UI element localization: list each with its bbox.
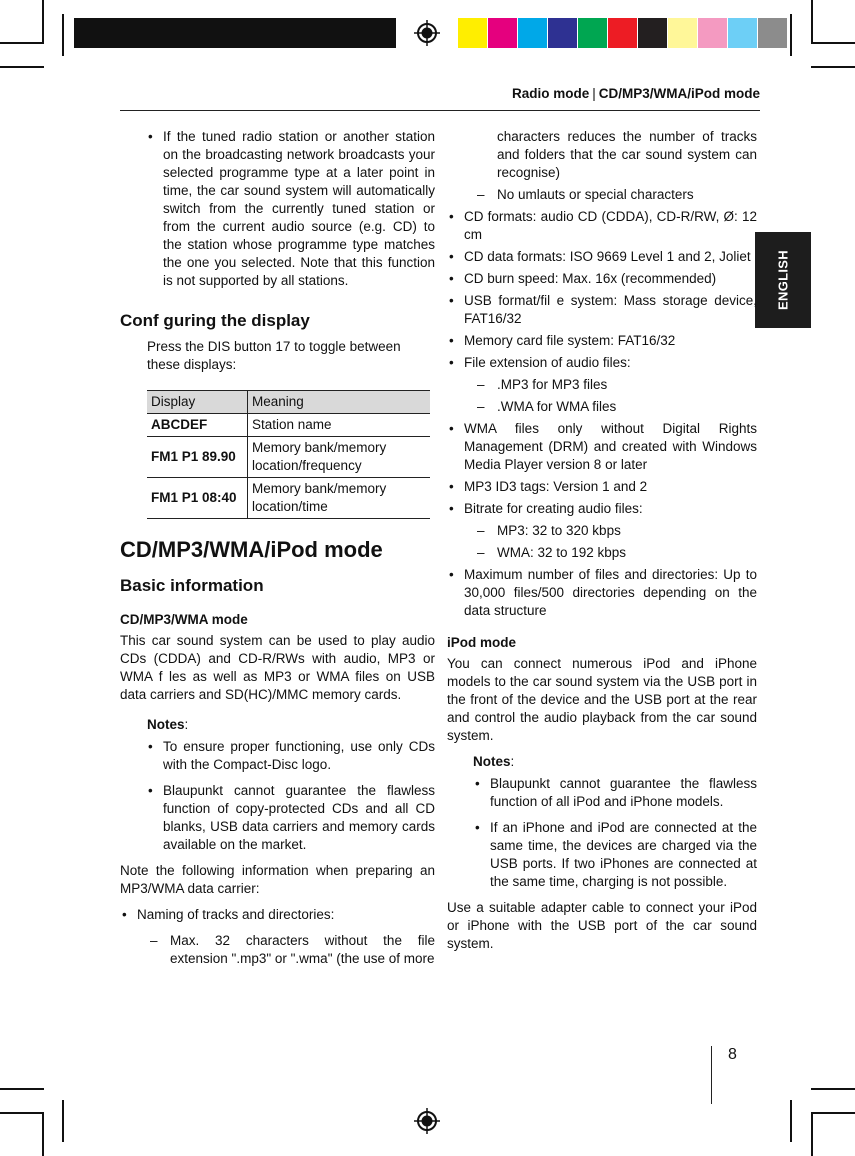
table-cell: ABCDEF [147, 414, 248, 437]
list-item: • CD data formats: ISO 9669 Level 1 and 2, Joliet [447, 248, 757, 266]
header-right: CD/MP3/WMA/iPod mode [598, 86, 760, 101]
registration-mark-icon [414, 1108, 440, 1134]
mode-text: This car sound system can be used to play audio CDs (CDDA) and CD-R/RWs with audio, MP3 or WMA f les as well as MP3 or WMA files on USB data carriers and SD(HC)/MMC memory cards. [120, 633, 435, 702]
crop-mark [42, 1112, 44, 1156]
dash-item: – .MP3 for MP3 files [447, 376, 757, 394]
list-item: • Blaupunkt cannot guarantee the flawless function of all iPod and iPhone models. [473, 775, 757, 811]
display-heading: Conf guring the display [120, 311, 310, 330]
color-swatch [488, 18, 518, 48]
running-header [120, 86, 760, 101]
crop-mark [0, 42, 44, 44]
section-title: CD/MP3/WMA/iPod mode [120, 537, 383, 562]
color-swatch [758, 18, 788, 48]
table-header-row [147, 391, 430, 414]
dash-item: – MP3: 32 to 320 kbps [447, 522, 757, 540]
color-swatch [638, 18, 668, 48]
list-item: • Maximum number of files and directories: Up to 30,000 files/500 directories depending on the data structure [447, 566, 757, 620]
header-separator: | [592, 86, 596, 101]
language-tab: ENGLISH [755, 232, 811, 328]
crop-mark [811, 0, 813, 44]
note-intro: Note the following information when preparing an MP3/WMA data carrier: [120, 863, 435, 896]
dash-item: – WMA: 32 to 192 kbps [447, 544, 757, 562]
crop-mark [42, 0, 44, 44]
color-swatch [458, 18, 488, 48]
crop-mark [790, 1100, 792, 1142]
color-swatches [458, 18, 788, 48]
list-item: • If the tuned radio station or another station on the broadcasting network broadcasts your selected programme type at a later point in time, the car sound system will automatically switch from the currently tuned station or from the current audio source (e.g. CD) to the station whose programme type matches the one you selected. Note that this function is not supported by all stations. [146, 128, 435, 290]
crop-mark [811, 1112, 855, 1114]
list-item: • If an iPhone and iPod are connected at the same time, the devices are charged via the USB ports. If two iPhones are connected at the same time, charging is not possible. [473, 819, 757, 891]
list-item: • CD burn speed: Max. 16x (recommended) [447, 270, 757, 288]
table-row [147, 414, 430, 437]
color-swatch [518, 18, 548, 48]
table-cell: Memory bank/memory location/frequency [248, 437, 431, 478]
dash-item: – No umlauts or special characters [447, 186, 757, 204]
registration-mark-icon [414, 20, 440, 46]
table-cell: Station name [248, 414, 431, 437]
left-column: • If the tuned radio station or another station on the broadcasting network broadcasts your selected programme type at a later point in time, the car sound system will automatically switch from the currently tuned station or from the current audio source (e.g. CD) to the station whose programme type matches the one you selected. Note that this function is not supported by all stations. Conf guring the display Press the DIS button 17 to toggle between these displays: Display Meaning ABCDEF Station name FM1 P1 89.90 Memory bank/memory location/frequency FM1 P1 08:40 Memory bank/memory location/time CD/MP3/WMA/iPod mode Basic information CD/MP3/WMA mode This car sound system can be used to play audio CDs (CDDA) and CD-R/RWs with audio, MP3 or WMA f les as well as MP3 or WMA files on USB data carriers and SD(HC)/MMC memory cards. Notes: • To ensure proper functioning, use only CDs with the Compact-Disc logo. • Blaupunkt cannot guarantee the flawless function of copy-protected CDs and all CD blanks, USB data carriers and memory cards available on the market. Note the following information when preparing an MP3/WMA data carrier: • Naming of tracks and directories: – Max. 32 characters without the file extension ".mp3" or ".wma" (the use of more [120, 128, 435, 968]
list-item: • Naming of tracks and directories: [120, 906, 435, 924]
dash-item: – Max. 32 characters without the file extension ".mp3" or ".wma" (the use of more [120, 932, 435, 968]
page-number: 8 [728, 1046, 737, 1063]
list-item: • File extension of audio files: [447, 354, 757, 372]
list-item: • USB format/fil e system: Mass storage device, FAT16/32 [447, 292, 757, 328]
continued-text: characters reduces the number of tracks and folders that the car sound system can recognise) [497, 129, 757, 180]
right-column: characters reduces the number of tracks and folders that the car sound system can recognise) – No umlauts or special characters • CD formats: audio CD (CDDA), CD-R/RW, Ø: 12 cm • CD data formats: ISO 9669 Level 1 and 2, Joliet • CD burn speed: Max. 16x (recommended) • USB format/fil e system: Mass storage device, FAT16/32 • Memory card file system: FAT16/32 • File extension of audio files: – .MP3 for MP3 files – .WMA for WMA files • WMA files only without Digital Rights Management (DRM) and created with Windows Media Player version 8 or later • MP3 ID3 tags: Version 1 and 2 • Bitrate for creating audio files: – MP3: 32 to 320 kbps – WMA: 32 to 192 kbps • Maximum number of files and directories: Up to 30,000 files/500 directories depending on the data structure iPod mode You can connect numerous iPod and iPhone models to the car sound system via the USB port in the front of the device and the USB port at the rear and control the audio playback from the car sound system. Notes: • Blaupunkt cannot guarantee the flawless function of all iPod and iPhone models. • If an iPhone and iPod are connected at the same time, the devices are charged via the USB ports. If two iPhones are connected at the same time, charging is not possible. Use a suitable adapter cable to connect your iPod or iPhone with the USB port of the car sound system. [447, 128, 757, 953]
crop-mark [811, 1088, 855, 1090]
page-number-rule [711, 1046, 712, 1104]
table-cell: FM1 P1 89.90 [147, 437, 248, 478]
display-table [147, 390, 430, 519]
crop-mark [0, 66, 44, 68]
list-item: • Memory card file system: FAT16/32 [447, 332, 757, 350]
dash-item: – .WMA for WMA files [447, 398, 757, 416]
display-instruction: Press the DIS button 17 to toggle between these displays: [147, 339, 401, 372]
color-swatch [698, 18, 728, 48]
crop-mark [62, 1100, 64, 1142]
crop-mark [811, 66, 855, 68]
list-item: • WMA files only without Digital Rights Management (DRM) and created with Windows Media Player version 8 or later [447, 420, 757, 474]
table-cell: FM1 P1 08:40 [147, 478, 248, 519]
color-swatch [668, 18, 698, 48]
basic-info-heading: Basic information [120, 576, 264, 595]
table-row [147, 437, 430, 478]
ipod-heading: iPod mode [447, 635, 517, 650]
color-swatch [728, 18, 758, 48]
crop-mark [62, 14, 64, 56]
list-item: • To ensure proper functioning, use only CDs with the Compact-Disc logo. [146, 738, 435, 774]
notes-label: Notes [473, 754, 511, 769]
list-item: • Blaupunkt cannot guarantee the flawless function of copy-protected CDs and all CD blanks, USB data carriers and memory cards available on the market. [146, 782, 435, 854]
list-item: • Bitrate for creating audio files: [447, 500, 757, 518]
crop-mark [0, 1088, 44, 1090]
list-item: • CD formats: audio CD (CDDA), CD-R/RW, Ø: 12 cm [447, 208, 757, 244]
header-left: Radio mode [511, 86, 590, 101]
table-cell: Memory bank/memory location/time [248, 478, 431, 519]
mode-heading: CD/MP3/WMA mode [120, 612, 248, 627]
color-swatch [578, 18, 608, 48]
notes-label: Notes [147, 717, 185, 732]
adapter-text: Use a suitable adapter cable to connect your iPod or iPhone with the USB port of the car sound system. [447, 900, 757, 951]
list-item: • MP3 ID3 tags: Version 1 and 2 [447, 478, 757, 496]
crop-mark [811, 1112, 813, 1156]
print-bar [74, 18, 396, 48]
ipod-text: You can connect numerous iPod and iPhone models to the car sound system via the USB port in the front of the device and the USB port at the rear and control the audio playback from the car sound system. [447, 656, 757, 743]
header-rule [120, 110, 760, 111]
crop-mark [790, 14, 792, 56]
table-header: Meaning [248, 391, 431, 414]
crop-mark [811, 42, 855, 44]
table-header: Display [147, 391, 248, 414]
table-row [147, 478, 430, 519]
color-swatch [608, 18, 638, 48]
crop-mark [0, 1112, 44, 1114]
color-swatch [548, 18, 578, 48]
